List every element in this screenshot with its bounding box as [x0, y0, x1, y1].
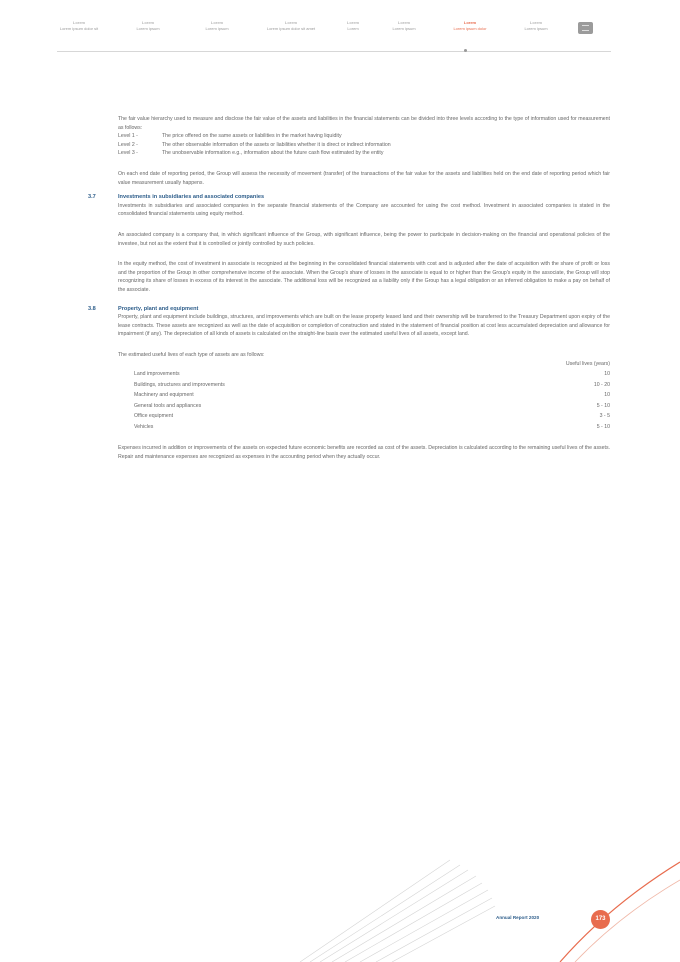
nav-item-4[interactable] — [262, 20, 320, 31]
nav-item-subtitle: Lorem ipsum dolor sit — [59, 26, 99, 31]
paragraph: In the equity method, the cost of investment in associate is recognized at the beginning in the consolidated financial statements with cost and is adjusted after the date of acquisition with the share of profit or loss and the proportion of the Group in other comprehensive income of the associate. When the Group's share of losses in the associate is equal to or higher than the Group's equity in the associate, the Group will stop recognizing its share of losses in excess of its interest in the associate. The additional loss will be recognized as a liability only if the Group has a legal obligation or an inferred obligation to make a pay on behalf of the associate. — [118, 261, 610, 293]
fair-value-level-2 — [118, 141, 610, 150]
nav-divider — [57, 51, 611, 52]
nav-item-subtitle: Lorem ipsum — [392, 26, 416, 31]
level-text: The other observable information of the assets or liabilities whether it is direct or indirect information — [162, 141, 391, 148]
paragraph: An associated company is a company that, in which significant influence of the Group, with significant influence, being the power to participate in decision-making on the financial and operational policies of the investee, but not as the extent that it is controlled or jointly controlled by such policies. — [118, 231, 610, 247]
nav-item-3[interactable] — [196, 20, 238, 31]
table-row — [134, 369, 610, 380]
nav-item-2[interactable] — [128, 20, 168, 31]
nav-item-6[interactable] — [384, 20, 424, 31]
level-text: The unobservable information e.g., information about the future cash flow estimated by the entity — [162, 150, 384, 157]
page-body — [88, 115, 610, 462]
table-row — [134, 380, 610, 391]
asset-name: Machinery and equipment — [134, 392, 194, 399]
nav-item-title: Lorem — [141, 20, 155, 25]
asset-name: General tools and appliances — [134, 402, 202, 409]
nav-item-title: Lorem — [284, 20, 298, 25]
nav-item-title: Lorem — [210, 20, 224, 25]
table-row — [134, 401, 610, 412]
nav-item-subtitle: Lorem ipsum dolor sit amet — [266, 26, 316, 31]
nav-item-8[interactable] — [516, 20, 556, 31]
asset-years: 10 — [604, 392, 610, 399]
section-heading-3-7 — [88, 193, 610, 202]
asset-years: 5 - 10 — [596, 423, 610, 430]
top-navigation — [0, 0, 680, 52]
section-title: Property, plant and equipment — [118, 305, 199, 312]
asset-years: 10 - 20 — [593, 381, 610, 388]
asset-years: 3 - 5 — [599, 413, 610, 420]
level-key: Level 2 - — [118, 141, 138, 148]
search-icon[interactable] — [578, 22, 593, 34]
page-number: 173 — [591, 910, 610, 929]
active-marker-icon — [464, 49, 467, 52]
fair-value-intro: The fair value hierarchy used to measure and disclose the fair value of the assets and liabilities in the financial statements can be divided into three levels according to the type of information used for measurement as follows: — [118, 116, 610, 131]
asset-name: Land improvements — [134, 371, 180, 378]
nav-item-subtitle: Lorem ipsum dolor — [453, 26, 487, 31]
section-title: Investments in subsidiaries and associated companies — [118, 194, 265, 201]
fair-value-closing: On each end date of reporting period, the Group will assess the necessity of movement (transfer) of the transactions of the fair value for the assets and liabilities held on the end date of reporting period which fair value measurement usually happens. — [118, 170, 610, 186]
nav-item-title: Lorem — [72, 20, 86, 25]
table-header: Useful lives (years) — [565, 361, 610, 368]
nav-item-title: Lorem — [529, 20, 543, 25]
nav-item-subtitle: Lorem — [347, 26, 359, 31]
table-row — [134, 411, 610, 422]
asset-name: Office equipment — [134, 413, 174, 420]
fair-value-level-3 — [118, 149, 610, 158]
paragraph: Investments in subsidiaries and associated companies in the separate financial statements of the Company are accounted for using the cost method. Investment in associated companies is stated in the consolidated financial statements using equity method. — [118, 202, 610, 218]
asset-name: Buildings, structures and improvements — [134, 381, 225, 388]
asset-years: 5 - 10 — [596, 402, 610, 409]
table-row — [134, 390, 610, 401]
fair-value-level-1 — [118, 132, 610, 141]
nav-item-subtitle: Lorem ipsum — [205, 26, 229, 31]
section-number: 3.8 — [88, 305, 96, 312]
paragraph: The estimated useful lives of each type of assets are as follows: — [118, 351, 265, 358]
nav-item-title: Lorem — [346, 20, 360, 25]
useful-lives-table — [134, 359, 610, 432]
nav-item-subtitle: Lorem ipsum — [524, 26, 548, 31]
nav-item-7-active[interactable] — [440, 20, 500, 31]
paragraph: Expenses incurred in addition or improvements of the assets on expected future economic benefits are recorded as cost of the assets. Depreciation is calculated according to the remaining useful lives of the assets. Repair and maintenance expenses are recognized as expenses in the accounting period when they actually occur. — [118, 445, 610, 461]
asset-name: Vehicles — [134, 423, 154, 430]
section-heading-3-8 — [88, 305, 610, 314]
section-number: 3.7 — [88, 194, 96, 201]
nav-item-subtitle: Lorem ipsum — [136, 26, 160, 31]
nav-item-title: Lorem — [397, 20, 411, 25]
level-key: Level 3 - — [118, 150, 138, 157]
level-key: Level 1 - — [118, 133, 138, 140]
nav-item-1[interactable] — [56, 20, 102, 31]
asset-years: 10 — [604, 371, 610, 378]
paragraph: Property, plant and equipment include buildings, structures, and improvements which are built on the lease property leased land and their ownership will be transferred to the Treasury Department upon expiry of the lease contracts. These assets are recognized as well as the date of acquisition or completion of construction and stated in the statement of financial position at cost less accumulated depreciation and allowance for impairment (if any). The depreciation of all kinds of assets is calculated on the straight-line basis over the estimated useful lives of all assets, except land. — [118, 314, 610, 338]
nav-item-title: Lorem — [463, 20, 477, 25]
level-text: The price offered on the same assets or liabilities in the market having liquidity — [162, 133, 342, 140]
table-row — [134, 422, 610, 433]
nav-item-5[interactable] — [340, 20, 366, 31]
footer-report-label: Annual Report 2020 — [496, 915, 540, 920]
